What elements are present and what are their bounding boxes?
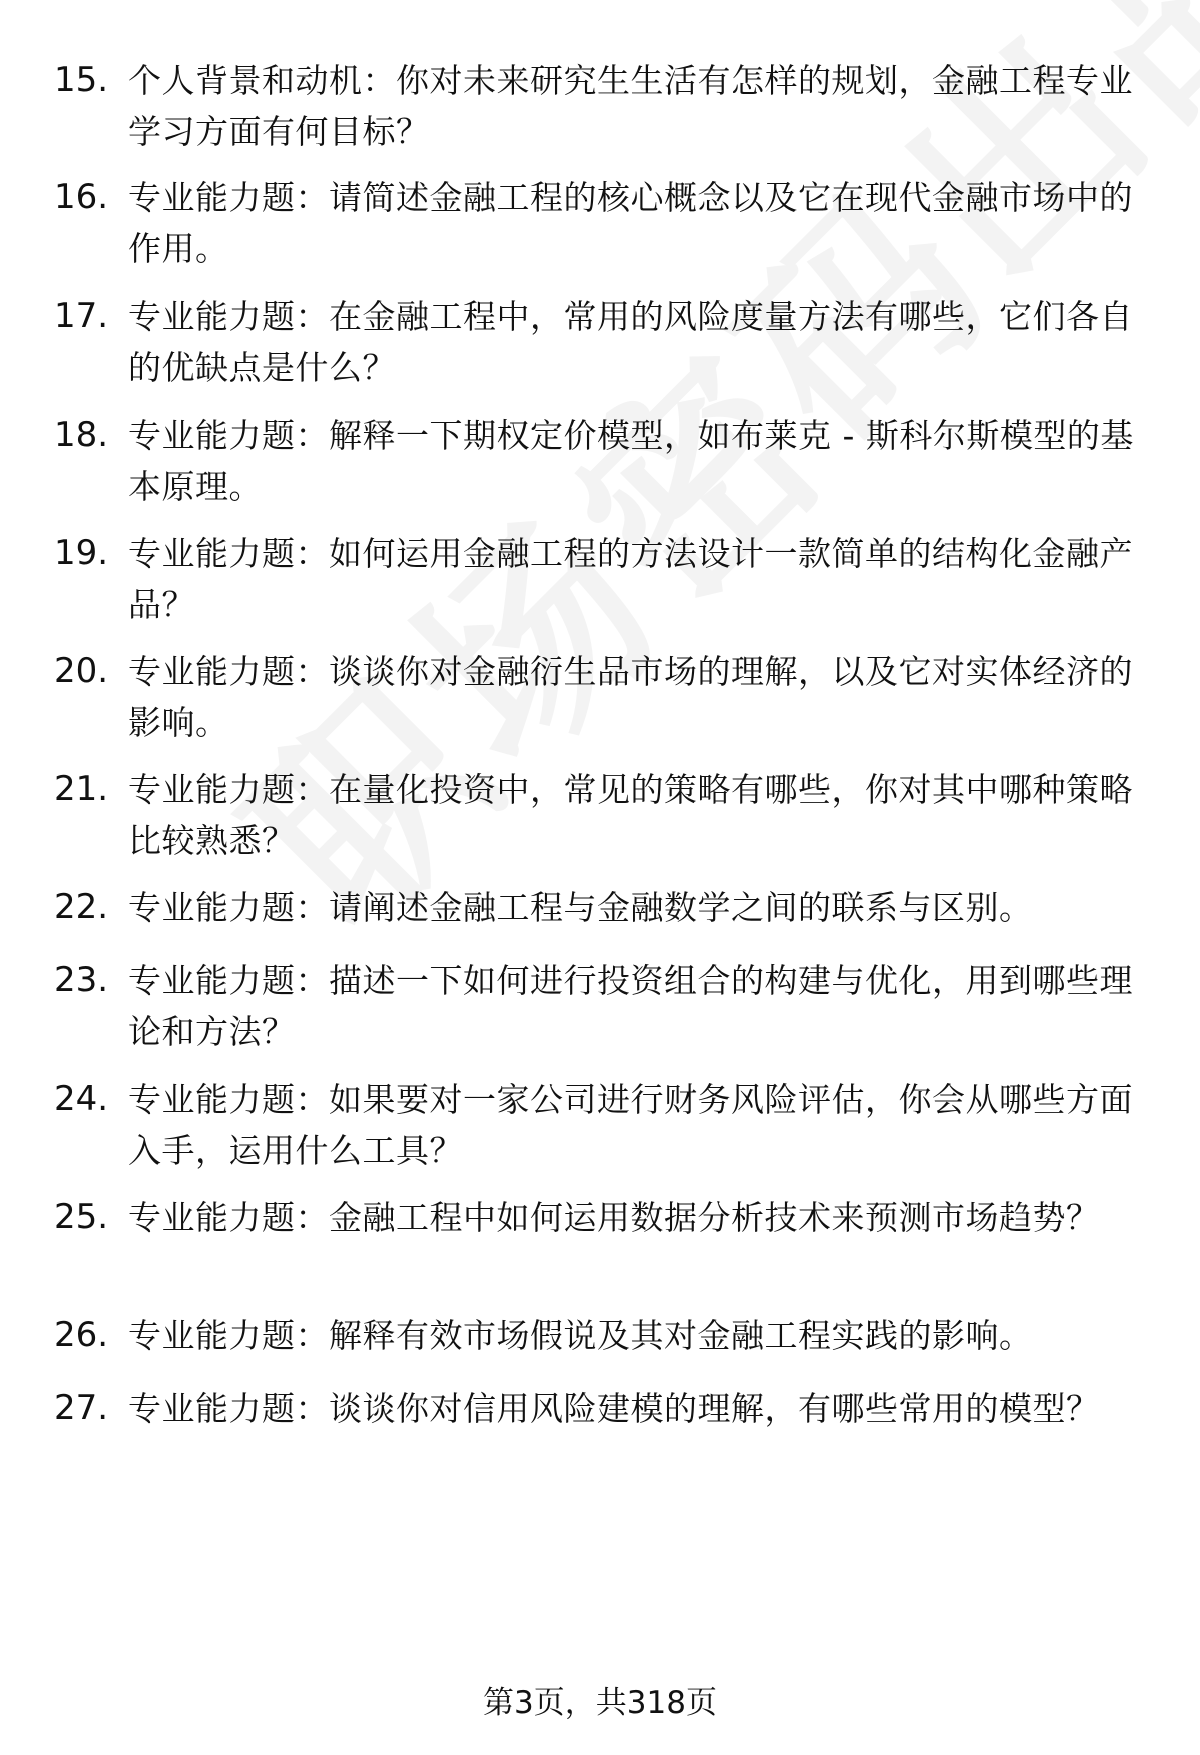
question-number: 16. bbox=[54, 177, 109, 217]
question-number: 19. bbox=[54, 533, 109, 573]
question-text: 专业能力题：请简述金融工程的核心概念以及它在现代金融市场中的作用。 bbox=[128, 178, 1133, 268]
question-text: 专业能力题：解释有效市场假说及其对金融工程实践的影响。 bbox=[128, 1316, 1033, 1355]
question-number: 15. bbox=[54, 60, 109, 100]
question-text: 专业能力题：请阐述金融工程与金融数学之间的联系与区别。 bbox=[128, 888, 1033, 927]
question-text: 专业能力题：在金融工程中，常用的风险度量方法有哪些，它们各自的优缺点是什么？ bbox=[128, 297, 1133, 387]
question-text: 专业能力题：如何运用金融工程的方法设计一款简单的结构化金融产品？ bbox=[128, 534, 1133, 624]
question-text: 专业能力题：在量化投资中，常见的策略有哪些，你对其中哪种策略比较熟悉？ bbox=[128, 770, 1133, 860]
question-number: 26. bbox=[54, 1315, 109, 1355]
question-text: 专业能力题：如果要对一家公司进行财务风险评估，你会从哪些方面入手，运用什么工具？ bbox=[128, 1080, 1133, 1170]
question-number: 23. bbox=[54, 960, 109, 1000]
question-number: 25. bbox=[54, 1197, 109, 1237]
question-number: 20. bbox=[54, 651, 109, 691]
question-number: 27. bbox=[54, 1388, 109, 1428]
page-number-footer: 第3页，共318页 bbox=[483, 1685, 717, 1721]
question-text: 专业能力题：解释一下期权定价模型，如布莱克 - 斯科尔斯模型的基本原理。 bbox=[128, 416, 1134, 506]
question-text: 专业能力题：谈谈你对金融衍生品市场的理解，以及它对实体经济的影响。 bbox=[128, 652, 1133, 742]
question-text: 专业能力题：谈谈你对信用风险建模的理解，有哪些常用的模型？ bbox=[128, 1389, 1100, 1428]
question-number: 17. bbox=[54, 296, 109, 336]
question-number: 24. bbox=[54, 1079, 109, 1119]
question-number: 18. bbox=[54, 415, 109, 455]
question-text: 个人背景和动机：你对未来研究生生活有怎样的规划，金融工程专业学习方面有何目标？ bbox=[128, 61, 1133, 151]
question-text: 专业能力题：金融工程中如何运用数据分析技术来预测市场趋势？ bbox=[128, 1198, 1100, 1237]
question-text: 专业能力题：描述一下如何进行投资组合的构建与优化，用到哪些理论和方法？ bbox=[128, 961, 1133, 1051]
question-number: 21. bbox=[54, 769, 109, 809]
question-number: 22. bbox=[54, 887, 109, 927]
